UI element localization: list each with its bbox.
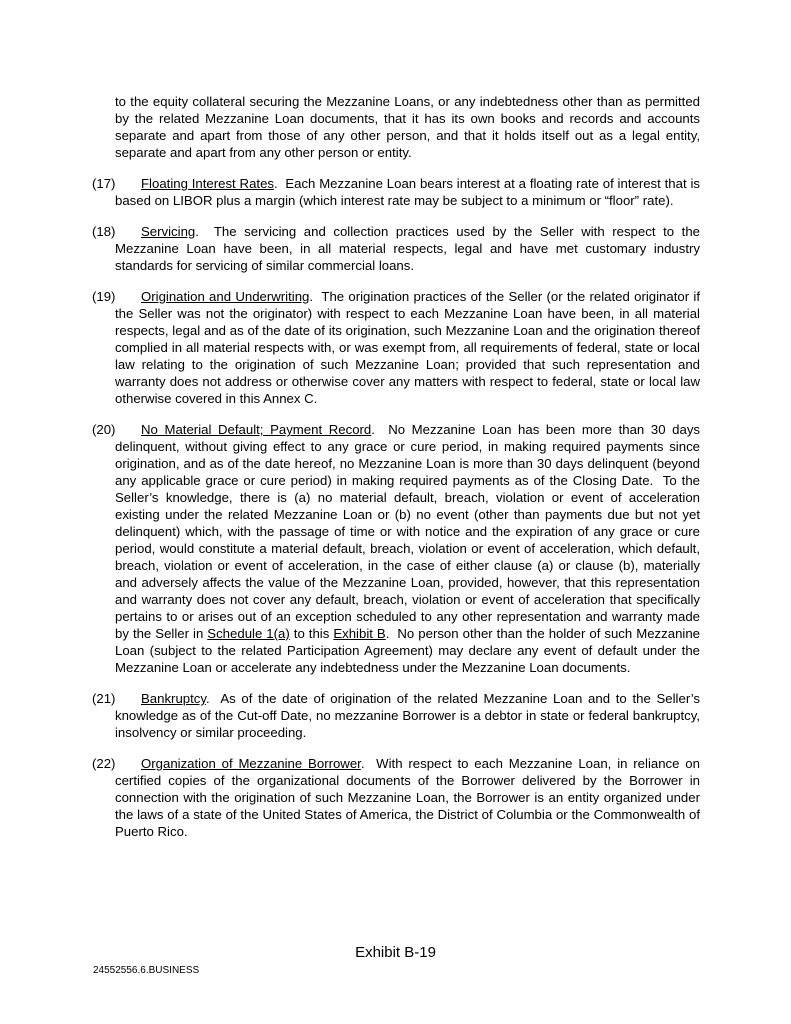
paragraph-number: (21) bbox=[92, 691, 116, 706]
paragraph-title: No Material Default; Payment Record bbox=[141, 422, 372, 437]
paragraph-number: (22) bbox=[92, 756, 116, 771]
paragraph-text: . No Mezzanine Loan has been more than 30 days delinquent, without giving effect to any grace or cure period, in making required payments since origination, and as of the date hereof, no Mezzanine Loan is more than 30 days delinquent (beyond any applicable grace or cure period) in making required payments as of the Closing Date. To the Seller’s knowledge, there is (a) no material default, breach, violation or event of acceleration existing under the related Mezzanine Loan or (b) no event (other than payments due but not yet delinquent) which, with the passage of time or with notice and the expiration of any grace or cure period, would constitute a material default, breach, violation or event of acceleration, which default, breach, violation or event of acceleration, in the case of either clause (a) or clause (b), materially and adversely affects the value of the Mezzanine Loan, provided, however, that this representation and warranty does not cover any default, breach, violation or event of acceleration that specifically pertains to or arises out of an exception scheduled to any other representation and warranty made by the Seller in bbox=[115, 422, 701, 641]
paragraph-body bbox=[115, 289, 700, 406]
document-content bbox=[92, 93, 700, 840]
paragraph-text: to this bbox=[289, 626, 334, 641]
paragraph-number: (20) bbox=[92, 422, 116, 437]
numbered-paragraph bbox=[92, 690, 700, 741]
paragraph-body bbox=[115, 422, 700, 675]
document-id: 24552556.6.BUSINESS bbox=[93, 965, 200, 976]
paragraph-title: Origination and Underwriting bbox=[141, 289, 310, 304]
paragraph-title: Floating Interest Rates bbox=[141, 176, 274, 191]
paragraph-text: . No person other than the holder of such Mezzanine Loan (subject to the related Participation Agreement) may declare any event of default under the Mezzanine Loan or accelerate any indebtedness under the Mezzanine Loan documents. bbox=[115, 626, 701, 675]
paragraph-list bbox=[92, 175, 700, 840]
paragraph-text: . With respect to each Mezzanine Loan, in reliance on certified copies of the organizational documents of the Borrower delivered by the Borrower in connection with the origination of such Mezzanine Loan, the Borrower is an entity organized under the laws of a state of the United States of America, the District of Columbia or the Commonwealth of Puerto Rico. bbox=[115, 756, 700, 839]
exhibit-page-label: Exhibit B-19 bbox=[355, 944, 436, 961]
paragraph-title: Servicing bbox=[141, 224, 196, 239]
numbered-paragraph bbox=[92, 288, 700, 407]
intro-paragraph: to the equity collateral securing the Mezzanine Loans, or any indebtedness other than as permitted by the related Mezzanine Loan documents, that it has its own books and records and accounts separate and apart from those of any other person, and that it holds itself out as a legal entity, separate and apart from any other person or entity. bbox=[115, 94, 700, 160]
numbered-paragraph bbox=[92, 755, 700, 840]
numbered-paragraph bbox=[92, 175, 700, 209]
paragraph-text: . The servicing and collection practices used by the Seller with respect to the Mezzanine Loan have been, in all material respects, legal and have met customary industry standards for servicing of similar commercial loans. bbox=[115, 224, 700, 273]
paragraph-body bbox=[115, 224, 700, 273]
paragraph-text: . The origination practices of the Seller (or the related originator if the Seller was not the originator) with respect to each Mezzanine Loan have been, in all material respects, legal and as of the date of its origination, such Mezzanine Loan and the origination thereof complied in all material respects with, or was exempt from, all requirements of federal, state or local law relating to the origination of such Mezzanine Loan; provided that such representation and warranty does not address or otherwise cover any matters with respect to federal, state or local law otherwise covered in this Annex C. bbox=[115, 289, 700, 406]
paragraph-number: (18) bbox=[92, 224, 116, 239]
paragraph-number: (17) bbox=[92, 176, 116, 191]
paragraph-text: . Each Mezzanine Loan bears interest at a floating rate of interest that is based on LIBOR plus a margin (which interest rate may be subject to a minimum or “floor” rate). bbox=[115, 176, 700, 208]
paragraph-number: (19) bbox=[92, 289, 116, 304]
numbered-paragraph bbox=[92, 421, 700, 676]
paragraph-text: . As of the date of origination of the related Mezzanine Loan and to the Seller’s knowledge as of the Cut-off Date, no mezzanine Borrower is a debtor in state or federal bankruptcy, insolvency or similar proceeding. bbox=[115, 691, 700, 740]
cross-reference: Schedule 1(a) bbox=[207, 626, 290, 641]
paragraph-title: Organization of Mezzanine Borrower bbox=[141, 756, 361, 771]
paragraph-title: Bankruptcy bbox=[141, 691, 206, 706]
cross-reference: Exhibit B bbox=[333, 626, 386, 641]
numbered-paragraph bbox=[92, 223, 700, 274]
